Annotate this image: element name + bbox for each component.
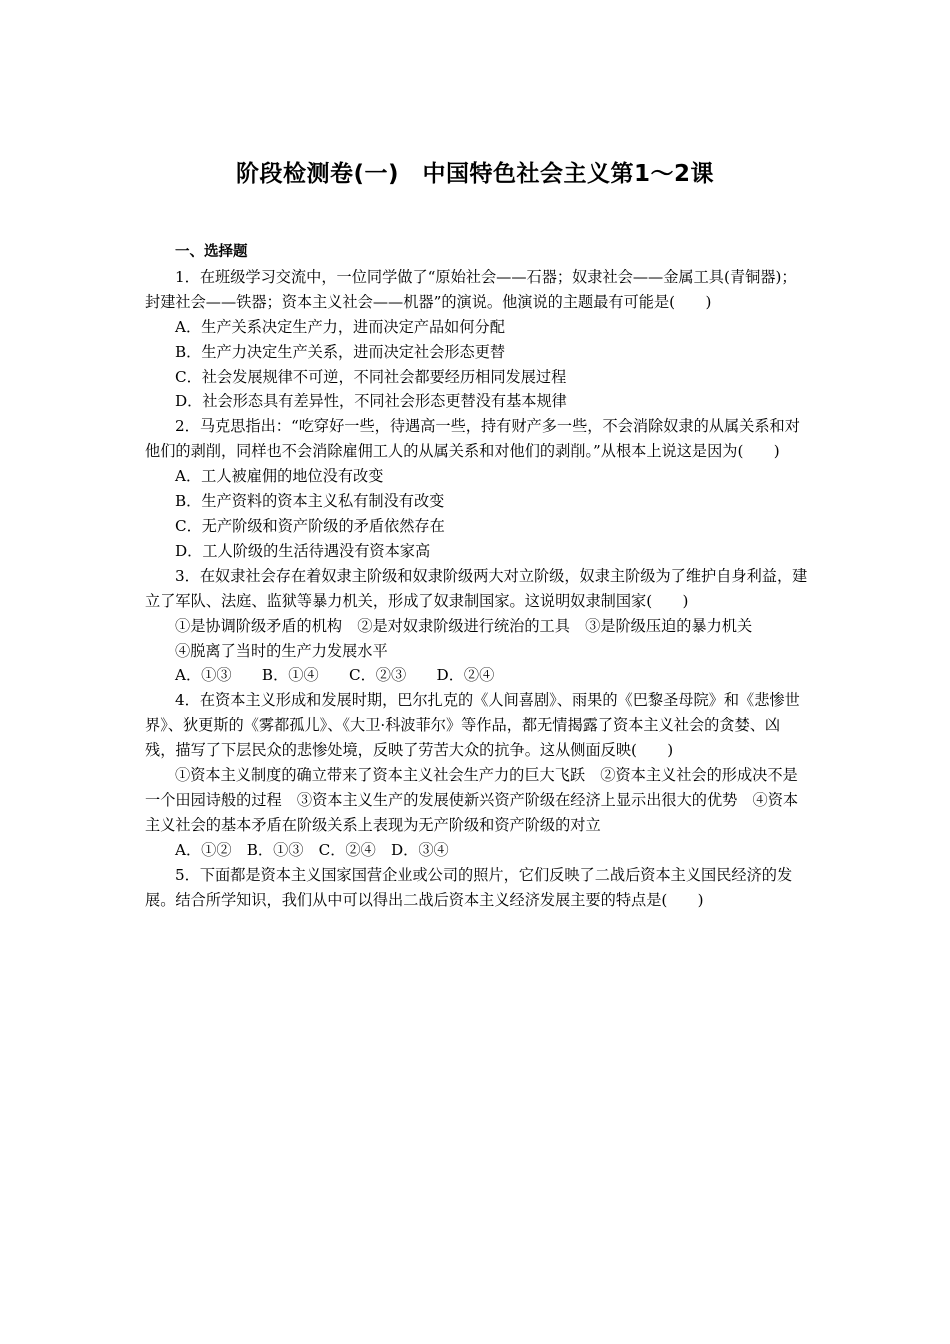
question-3-choices: A．①③ B．①④ C．②③ D．②④: [175, 666, 495, 685]
question-1-option-d: D．社会形态具有差异性，不同社会形态更替没有基本规律: [175, 392, 567, 411]
question-4-stem: 4．在资本主义形成和发展时期，巴尔扎克的《人间喜剧》、雨果的《巴黎圣母院》和《悲惨世界》、狄更斯的《雾都孤儿》、《大卫·科波菲尔》等作品，都无情揭露了资本主义社会的贪婪、凶残，描写了下层民众的悲惨处境，反映了劳苦大众的抗争。这从侧面反映( ): [145, 691, 800, 760]
page-title: 阶段检测卷(一) 中国特色社会主义第1～2课: [235, 161, 715, 187]
question-2-stem: 2．马克思指出：“吃穿好一些，待遇高一些，持有财产多一些，不会消除奴隶的从属关系和对他们的剥削，同样也不会消除雇佣工人的从属关系和对他们的剥削。”从根本上说这是因为( ): [145, 417, 800, 461]
question-2-option-a: A．工人被雇佣的地位没有改变: [175, 467, 384, 486]
question-5-stem: 5．下面都是资本主义国家国营企业或公司的照片，它们反映了二战后资本主义国民经济的发展。结合所学知识，我们从中可以得出二战后资本主义经济发展主要的特点是( ): [145, 865, 793, 909]
question-1-option-a: A．生产关系决定生产力，进而决定产品如何分配: [175, 317, 505, 336]
question-content: [145, 240, 808, 912]
question-2-option-c: C．无产阶级和资产阶级的矛盾依然存在: [175, 516, 445, 535]
question-3-statements: ①是协调阶级矛盾的机构 ②是对奴隶阶级进行统治的工具 ③是阶级压迫的暴力机关: [175, 616, 753, 635]
question-1-option-c: C．社会发展规律不可逆，不同社会都要经历相同发展过程: [175, 367, 567, 386]
question-2-option-d: D．工人阶级的生活待遇没有资本家高: [175, 541, 431, 560]
question-1-stem: 1．在班级学习交流中，一位同学做了“原始社会——石器；奴隶社会——金属工具(青铜器)；封建社会——铁器；资本主义社会——机器”的演说。他演说的主题最有可能是( ): [145, 267, 797, 311]
section-heading: 一、选择题: [175, 244, 248, 260]
question-4-statements: ①资本主义制度的确立带来了资本主义社会生产力的巨大飞跃 ②资本主义社会的形成决不是一个田园诗般的过程 ③资本主义生产的发展使新兴资产阶级在经济上显示出很大的优势 ④资本主义社会的基本矛盾在阶级关系上表现为无产阶级和资产阶级的对立: [145, 766, 799, 834]
question-2-option-b: B．生产资料的资本主义私有制没有改变: [175, 492, 445, 511]
question-1-option-b: B．生产力决定生产关系，进而决定社会形态更替: [175, 342, 506, 361]
question-3-stem: 3．在奴隶社会存在着奴隶主阶级和奴隶阶级两大对立阶级，奴隶主阶级为了维护自身利益，建立了军队、法庭、监狱等暴力机关，形成了奴隶制国家。这说明奴隶制国家( ): [145, 566, 808, 610]
question-4-choices: A．①② B．①③ C．②④ D．③④: [175, 840, 449, 859]
question-3-statement-4: ④脱离了当时的生产力发展水平: [175, 641, 388, 660]
